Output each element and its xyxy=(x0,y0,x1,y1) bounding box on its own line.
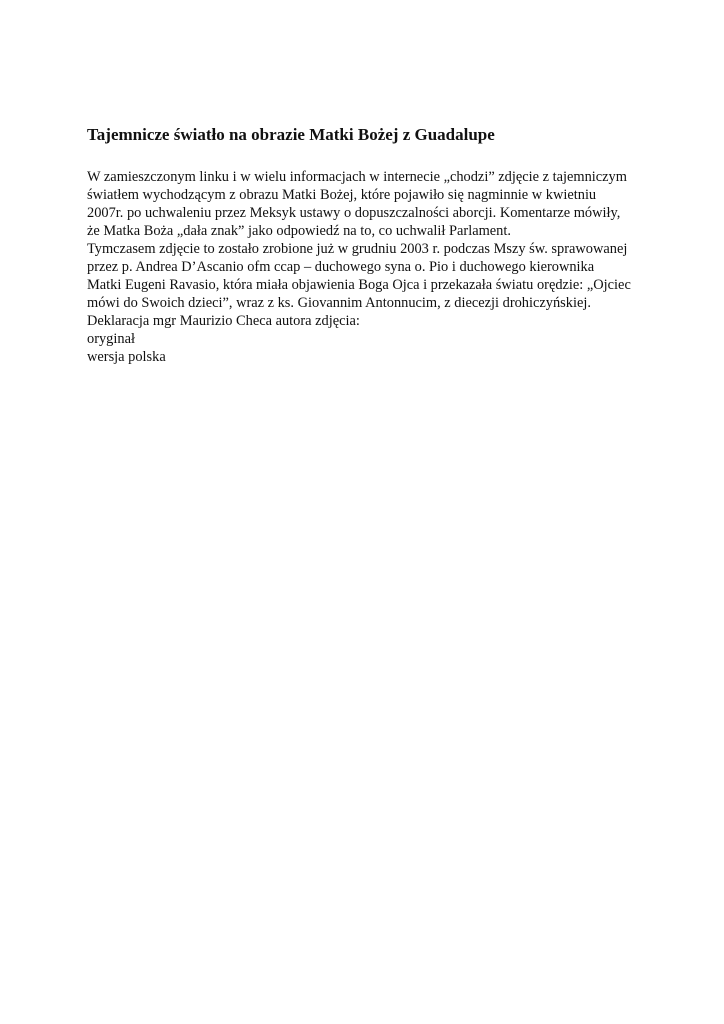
body-line: że Matka Boża „dała znak” jako odpowiedź na to, co uchwalił Parlament. xyxy=(87,223,511,239)
polish-version-link-label[interactable]: wersja polska xyxy=(87,349,166,365)
declaration-line: Deklaracja mgr Maurizio Checa autora zdjęcia: xyxy=(87,313,360,329)
document-title: Tajemnicze światło na obrazie Matki Bożej z Guadalupe xyxy=(87,125,495,144)
body-line: światłem wychodzącym z obrazu Matki Bożej, które pojawiło się nagminnie w kwietniu xyxy=(87,187,597,203)
body-line: Tymczasem zdjęcie to zostało zrobione już w grudniu 2003 r. podczas Mszy św. sprawowanej xyxy=(87,241,628,257)
body-line: 2007r. po uchwaleniu przez Meksyk ustawy o dopuszczalności aborcji. Komentarze mówiły, xyxy=(87,205,621,221)
body-line: przez p. Andrea D’Ascanio ofm ccap – duchowego syna o. Pio i duchowego kierownika xyxy=(87,259,595,275)
body-line: Matki Eugeni Ravasio, która miała objawienia Boga Ojca i przekazała światu orędzie: „Ojciec xyxy=(87,277,631,293)
document-content xyxy=(87,124,647,366)
original-link-label[interactable]: oryginał xyxy=(87,331,135,347)
document-body xyxy=(87,168,647,366)
body-line: mówi do Swoich dzieci”, wraz z ks. Giovannim Antonnucim, z diecezji drohiczyńskiej. xyxy=(87,295,591,311)
body-line: W zamieszczonym linku i w wielu informacjach w internecie „chodzi” zdjęcie z tajemniczym xyxy=(87,169,627,185)
